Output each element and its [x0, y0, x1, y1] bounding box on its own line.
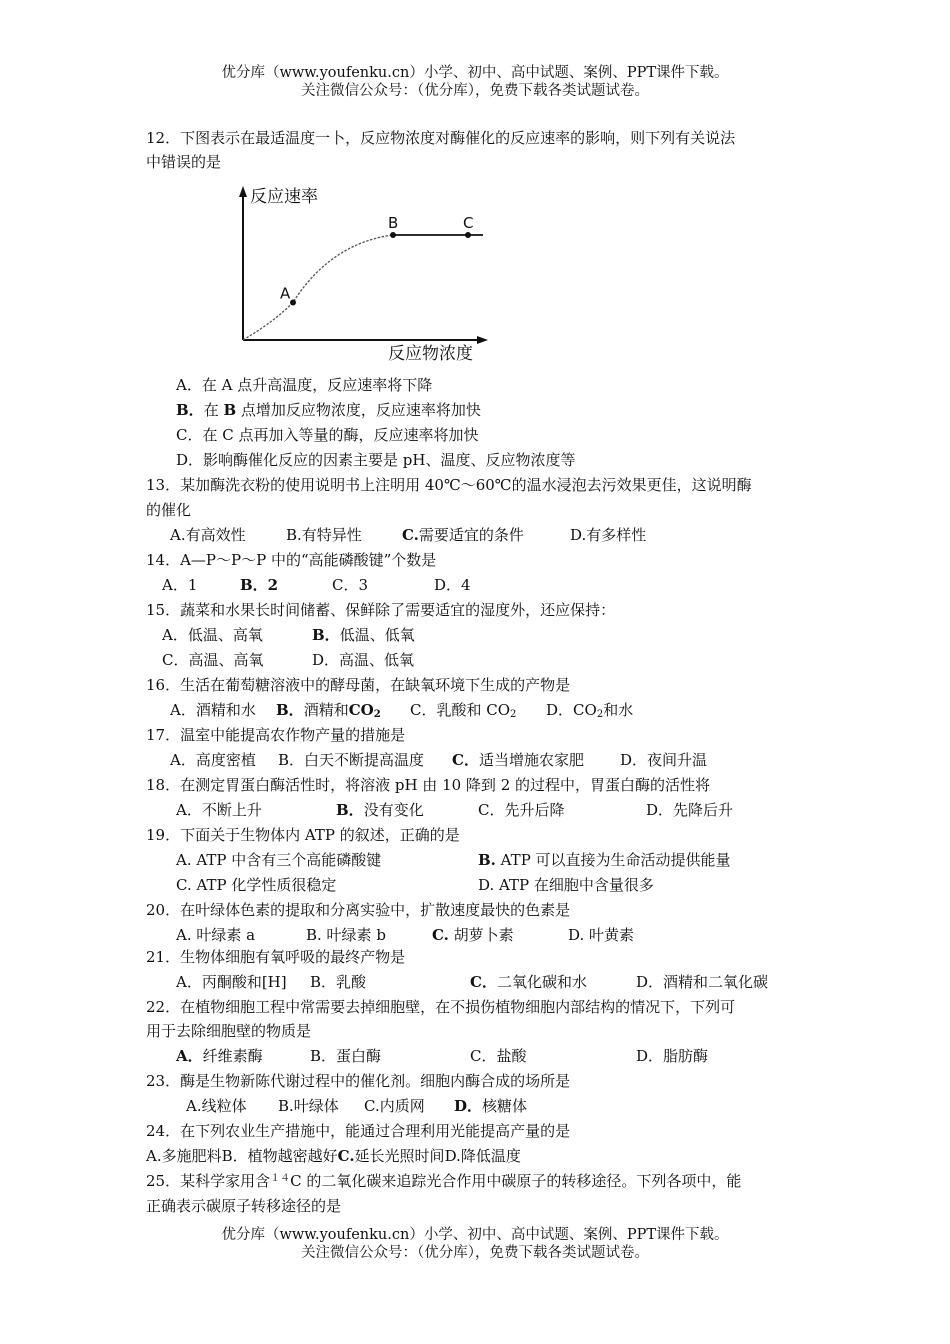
q24-option-d: D.降低温度	[444, 1147, 521, 1165]
q12-option-b-bold: B	[223, 401, 237, 419]
q19-option-b-text: ATP 可以直接为生命活动提供能量	[495, 851, 731, 869]
q12-option-a: A．在 A 点升高温度，反应速率将下降	[176, 376, 433, 394]
q21-option-d: D．酒精和二氧化碳	[636, 973, 769, 991]
q22-option-c: C．盐酸	[470, 1047, 527, 1065]
q18-stem: 18．在测定胃蛋白酶活性时，将溶液 pH 由 10 降到 2 的过程中，胃蛋白酶的活性将	[146, 776, 711, 794]
q24-stem: 24．在下列农业生产措施中，能通过合理利用光能提高产量的是	[146, 1122, 571, 1140]
q15-stem: 15．蔬菜和水果长时间储蓄、保鲜除了需要适宜的湿度外，还应保持：	[146, 601, 616, 619]
q15-option-c: C．高温、高氧	[162, 651, 264, 669]
curve-rising-segment	[243, 235, 393, 340]
q19-stem: 19．下面关于生物体内 ATP 的叙述，正确的是	[146, 826, 460, 844]
header-line-2: 关注微信公众号：（优分库），免费下载各类试题试卷。	[301, 83, 649, 99]
q13-option-d: D.有多样性	[570, 526, 647, 544]
q16-option-c-sub: 2	[510, 709, 517, 720]
q16-option-b-letter: B．	[276, 701, 304, 719]
q17-stem: 17．温室中能提高农作物产量的措施是	[146, 726, 406, 744]
q22-stem-line-2: 用于去除细胞壁的物质是	[146, 1022, 312, 1040]
q19-option-b	[478, 849, 731, 871]
q22-option-b: B．蛋白酶	[310, 1047, 382, 1065]
q15-option-a: A．低温、高氧	[162, 626, 263, 644]
point-c-label: C	[463, 214, 474, 232]
q15-option-b	[312, 624, 415, 646]
q14-option-d: D．4	[434, 576, 471, 594]
q22-option-a	[176, 1045, 263, 1067]
q13-option-c	[402, 524, 524, 546]
q18-option-c: C．先升后降	[478, 801, 565, 819]
q23-stem: 23．酶是生物新陈代谢过程中的催化剂。细胞内酶合成的场所是	[146, 1072, 571, 1090]
q25-stem-line-1	[146, 1170, 741, 1192]
point-b-label: B	[388, 214, 399, 232]
q16-option-a: A．酒精和水	[170, 701, 256, 719]
q20-stem: 20．在叶绿体色素的提取和分离实验中，扩散速度最快的色素是	[146, 901, 571, 919]
q23-option-d-text: 核糖体	[482, 1097, 528, 1115]
q12-chart	[230, 180, 500, 365]
q18-option-b-letter: B．	[336, 801, 364, 819]
q17-option-d: D．夜间升温	[620, 751, 708, 769]
footer-line-1: 优分库（www.youfenku.cn）小学、初中、高中试题、案例、PPT课件下载。	[221, 1227, 729, 1243]
q18-option-b	[336, 799, 424, 821]
q16-option-b-text: 酒精和	[303, 701, 349, 719]
q20-option-b: B. 叶绿素 b	[306, 926, 386, 944]
q23-option-d	[454, 1095, 527, 1117]
q20-option-a: A. 叶绿素 a	[176, 926, 256, 944]
q12-option-c: C．在 C 点再加入等量的酶，反应速率将加快	[176, 426, 479, 444]
q15-option-d: D．高温、低氧	[312, 651, 415, 669]
q22-stem-line-1: 22．在植物细胞工程中常需要去掉细胞壁，在不损伤植物细胞内部结构的情况下，下列可	[146, 998, 736, 1016]
q16-stem: 16．生活在葡萄糖溶液中的酵母菌，在缺氧环境下生成的产物是	[146, 676, 571, 694]
q14-option-a: A．1	[162, 576, 198, 594]
q16-option-d-pre: D．CO	[546, 701, 597, 719]
q17-option-c-text: 适当增施农家肥	[478, 751, 584, 769]
q22-option-a-letter: A．	[176, 1047, 203, 1065]
q16-option-d-sub: 2	[596, 709, 604, 720]
q22-option-a-text: 纤维素酶	[202, 1047, 263, 1065]
q20-option-c	[432, 924, 514, 946]
q19-option-a: A. ATP 中含有三个高能磷酸键	[176, 851, 382, 869]
q19-option-c: C. ATP 化学性质很稳定	[176, 876, 337, 894]
q23-option-a: A.线粒体	[186, 1097, 247, 1115]
q21-option-b: B．乳酸	[310, 973, 367, 991]
q15-option-b-letter: B．	[312, 626, 340, 644]
q20-option-c-text: 胡萝卜素	[448, 926, 514, 944]
q12-stem-line-2: 中错误的是	[146, 153, 222, 171]
x-axis-label: 反应物浓度	[388, 344, 473, 364]
q14-stem: 14．A—P～P～P 中的“高能磷酸键”个数是	[146, 551, 437, 569]
q17-option-a: A．高度密植	[170, 751, 256, 769]
q24-option-c-letter: C.	[337, 1147, 355, 1165]
q14-option-b: B．2	[240, 576, 279, 594]
q22-option-d: D．脂肪酶	[636, 1047, 709, 1065]
point-c	[465, 232, 471, 238]
q17-option-c-letter: C．	[452, 751, 479, 769]
q23-option-b: B.叶绿体	[278, 1097, 339, 1115]
q20-option-c-letter: C.	[432, 926, 449, 944]
q16-option-c	[410, 699, 516, 721]
q12-option-b-rest: 点增加反应物浓度，反应速率将加快	[236, 401, 481, 419]
point-a	[290, 300, 296, 306]
q25-stem-line-2: 正确表示碳原子转移途径的是	[146, 1197, 342, 1215]
q20-option-d: D. 叶黄素	[568, 926, 635, 944]
q12-option-b-letter: B．	[176, 401, 204, 419]
q21-option-a: A．丙酮酸和[H]	[176, 973, 287, 991]
q17-option-b: B．白天不断提高温度	[278, 751, 425, 769]
q24-options	[146, 1145, 521, 1167]
q23-option-c: C.内质网	[364, 1097, 425, 1115]
q18-option-a: A．不断上升	[176, 801, 262, 819]
q24-option-a: A.多施肥料	[146, 1147, 222, 1165]
q13-stem-line-2: 的催化	[146, 501, 192, 519]
q14-option-c: C．3	[332, 576, 369, 594]
q25-line-1-pre: 25．某科学家用含	[146, 1172, 271, 1190]
q16-option-d-post: 和水	[603, 701, 634, 719]
q16-option-b	[276, 699, 381, 721]
q13-stem-line-1: 13．某加酶洗衣粉的使用说明书上注明用 40℃～60℃的温水浸泡去污效果更佳，这说明酶	[146, 476, 752, 494]
q16-option-b-sub: 2	[373, 709, 381, 720]
q16-option-c-text: C．乳酸和 CO	[410, 701, 511, 719]
header-line-1: 优分库（www.youfenku.cn）小学、初中、高中试题、案例、PPT课件下载。	[221, 65, 729, 81]
q15-option-b-text: 低温、低氧	[339, 626, 415, 644]
q21-option-c	[470, 971, 587, 993]
point-b	[390, 232, 396, 238]
page-header	[0, 64, 950, 100]
q13-option-a: A.有高效性	[170, 526, 246, 544]
y-axis-arrow	[239, 186, 247, 197]
x-axis-arrow	[477, 336, 488, 344]
q18-option-b-text: 没有变化	[363, 801, 424, 819]
page-footer	[0, 1226, 950, 1262]
q12-option-d: D．影响酶催化反应的因素主要是 pH、温度、反应物浓度等	[176, 451, 576, 469]
q23-option-d-letter: D．	[454, 1097, 483, 1115]
q12-option-b-mid: 在	[203, 401, 224, 419]
q16-option-b-co: CO	[348, 701, 374, 719]
q13-option-c-letter: C.	[402, 526, 419, 544]
q24-option-c-text: 延长光照时间	[354, 1147, 445, 1165]
q24-option-b: B．植物越密越好	[221, 1147, 338, 1165]
y-axis-label: 反应速率	[250, 187, 318, 207]
q13-option-c-text: 需要适宜的条件	[418, 526, 524, 544]
q25-line-1-sup: １４	[270, 1173, 291, 1184]
q12-stem-line-1: 12．下图表示在最适温度一卜，反应物浓度对酶催化的反应速率的影响，则下列有关说法	[146, 129, 736, 147]
q21-stem: 21．生物体细胞有氧呼吸的最终产物是	[146, 948, 406, 966]
q16-option-d	[546, 699, 633, 721]
q13-option-b: B.有特异性	[286, 526, 362, 544]
q19-option-d: D. ATP 在细胞中含量很多	[478, 876, 654, 894]
footer-line-2: 关注微信公众号：（优分库），免费下载各类试题试卷。	[301, 1245, 649, 1261]
q18-option-d: D．先降后升	[646, 801, 734, 819]
point-a-label: A	[280, 284, 291, 303]
q25-line-1-post: C 的二氧化碳来追踪光合作用中碳原子的转移途径。下列各项中，能	[290, 1172, 742, 1190]
q21-option-c-text: 二氧化碳和水	[496, 973, 587, 991]
q17-option-c	[452, 749, 584, 771]
q19-option-b-letter: B.	[478, 851, 496, 869]
q12-option-b	[176, 399, 481, 421]
q21-option-c-letter: C．	[470, 973, 497, 991]
